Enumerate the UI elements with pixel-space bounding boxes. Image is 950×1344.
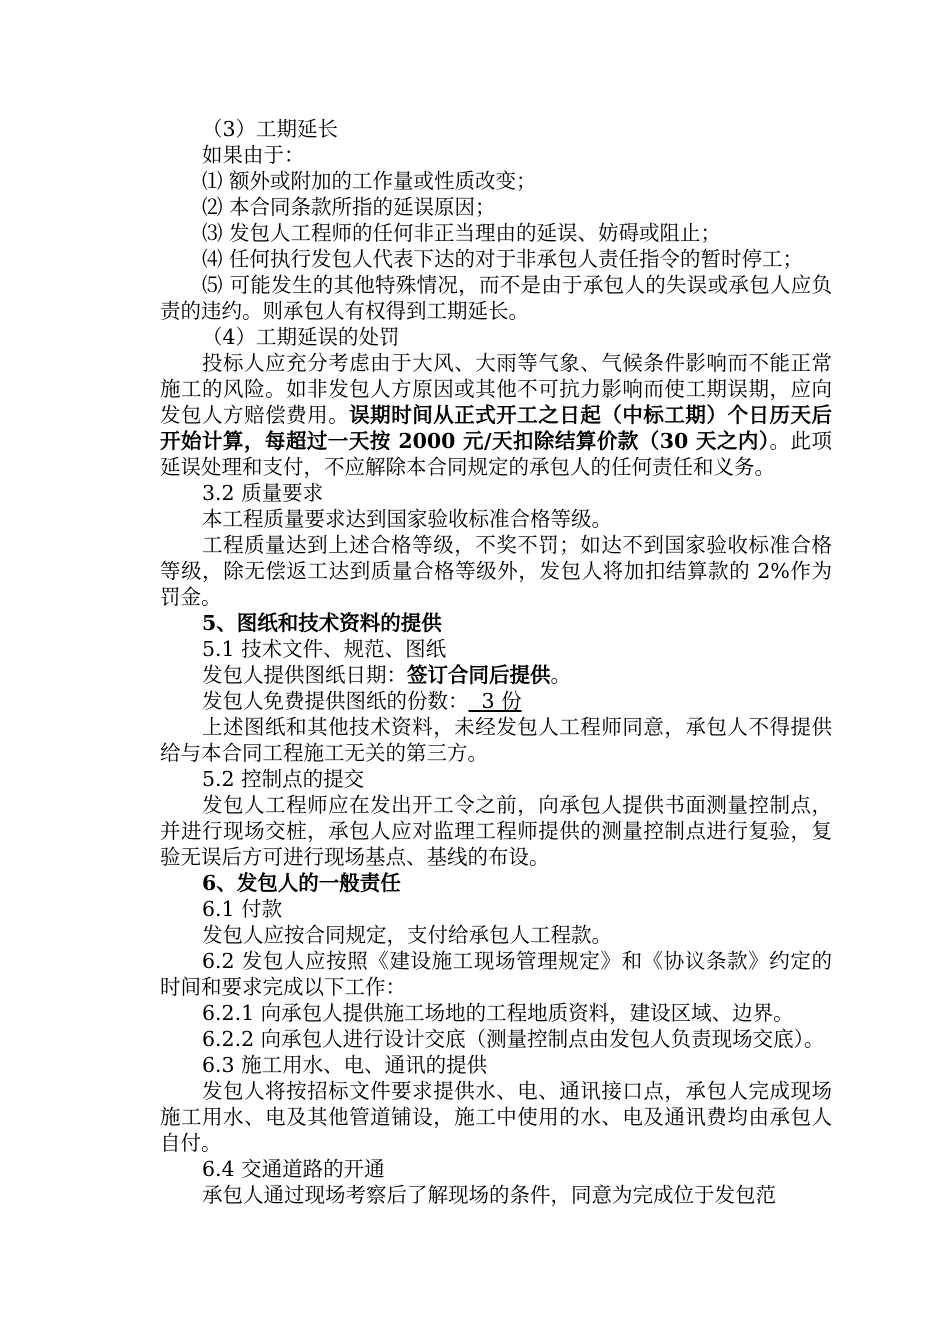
list-item: ⑷ 任何执行发包人代表下达的对于非承包人责任指令的暂时停工； xyxy=(202,247,804,271)
section-heading: 6.4 交通道路的开通 xyxy=(202,1157,385,1181)
paragraph: 如果由于： xyxy=(202,143,305,167)
text-run: 投标人应充分考虑由于大风、大雨等气象、气候条件影响而不能正常施工的风险。如非发包人方原因或其他不可抗力影响而使工期误期，应向发包人方赔偿费用。 xyxy=(160,351,832,427)
paragraph: 发包人工程师应在发出开工令之前，向承包人提供书面测量控制点，并进行现场交桩，承包人应对监理工程师提供的测量控制点进行复验，复验无误后方可进行现场基点、基线的布设。 xyxy=(160,793,832,869)
section-heading: 5、图纸和技术资料的提供 xyxy=(202,611,442,635)
section-heading: 6.1 付款 xyxy=(202,897,283,921)
section-heading: 6.3 施工用水、电、通讯的提供 xyxy=(202,1053,488,1077)
paragraph xyxy=(160,350,832,480)
paragraph: 本工程质量要求达到国家验收标准合格等级。 xyxy=(202,507,612,531)
section-heading: 3.2 质量要求 xyxy=(202,481,324,505)
field-value: 3 份 xyxy=(468,689,522,713)
field-value: 签订合同后提供 xyxy=(407,663,551,687)
paragraph: 发包人将按招标文件要求提供水、电、通讯接口点，承包人完成现场施工用水、电及其他管道铺设，施工中使用的水、电及通讯费均由承包人自付。 xyxy=(160,1079,832,1155)
text-run: 。 xyxy=(550,663,571,687)
text-run: 。此项延误处理和支付，不应解除本合同规定的承包人的任何责任和义务。 xyxy=(160,429,832,479)
section-heading: （4）工期延误的处罚 xyxy=(202,325,400,349)
section-heading: 5.1 技术文件、规范、图纸 xyxy=(202,637,447,661)
paragraph xyxy=(160,662,832,688)
list-item: ⑶ 发包人工程师的任何非正当理由的延误、妨碍或阻止； xyxy=(202,221,722,245)
list-item: 6.2.2 向承包人进行设计交底（测量控制点由发包人负责现场交底）。 xyxy=(202,1027,825,1051)
section-heading: （3）工期延长 xyxy=(202,117,339,141)
field-label: 发包人提供图纸日期： xyxy=(202,663,407,687)
list-item: 6.2.1 向承包人提供施工场地的工程地质资料，建设区域、边界。 xyxy=(202,1001,794,1025)
paragraph: 承包人通过现场考察后了解现场的条件，同意为完成位于发包范 xyxy=(202,1183,776,1207)
paragraph xyxy=(160,688,832,714)
section-heading: 6、发包人的一般责任 xyxy=(202,871,401,895)
field-label: 发包人免费提供图纸的份数： xyxy=(202,689,469,713)
document-page xyxy=(160,116,832,1208)
list-item: ⑸ 可能发生的其他特殊情况，而不是由于承包人的失误或承包人应负责的违约。则承包人有权得到工期延长。 xyxy=(160,273,832,323)
paragraph: 发包人应按合同规定，支付给承包人工程款。 xyxy=(202,923,612,947)
list-item: ⑴ 额外或附加的工作量或性质改变； xyxy=(202,169,537,193)
paragraph: 上述图纸和其他技术资料，未经发包人工程师同意，承包人不得提供给与本合同工程施工无关的第三方。 xyxy=(160,715,832,765)
list-item: ⑵ 本合同条款所指的延误原因； xyxy=(202,195,496,219)
paragraph: 6.2 发包人应按照《建设施工现场管理规定》和《协议条款》约定的时间和要求完成以下工作： xyxy=(160,949,832,999)
bold-text: 误期时间从正式开工之日起（中标工期）个日历天后开始计算，每超过一天按 2000 元/天扣除结算价款（30 天之内） xyxy=(160,403,833,453)
paragraph: 工程质量达到上述合格等级，不奖不罚；如达不到国家验收标准合格等级，除无偿返工达到质量合格等级外，发包人将加扣结算款的 2%作为罚金。 xyxy=(160,533,832,609)
section-heading: 5.2 控制点的提交 xyxy=(202,767,365,791)
